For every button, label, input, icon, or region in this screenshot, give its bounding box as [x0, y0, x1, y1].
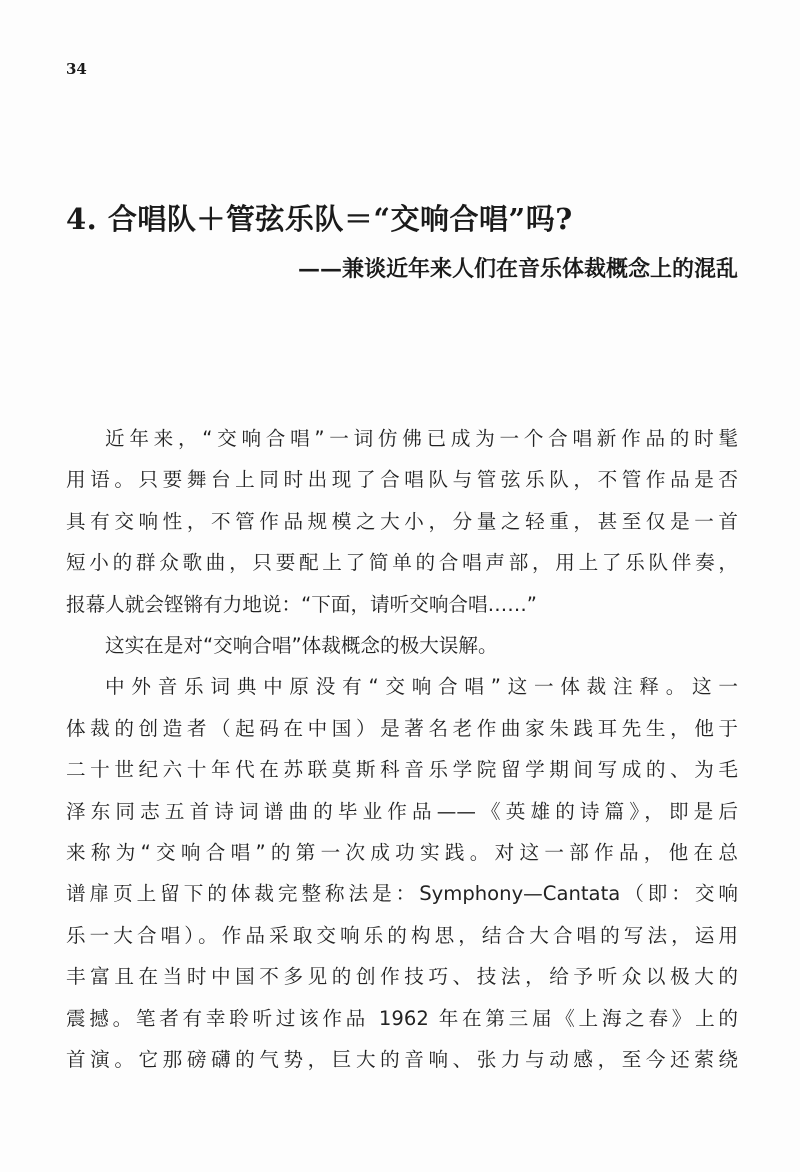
- text-line: 谱扉页上留下的体裁完整称法是：Symphony—Cantata（即：交响: [66, 882, 738, 906]
- paragraph-3: [66, 666, 738, 1080]
- page-number: 34: [66, 60, 87, 78]
- text-line: 丰富且在当时中国不多见的创作技巧、技法，给予听众以极大的: [66, 965, 738, 989]
- text-line: 乐一大合唱）。作品采取交响乐的构思，结合大合唱的写法，运用: [66, 923, 738, 947]
- text-line: 具有交响性，不管作品规模之大小，分量之轻重，甚至仅是一首: [66, 509, 738, 533]
- text-line: 来称为“交响合唱”的第一次成功实践。对这一部作品，他在总: [66, 841, 738, 865]
- text-line: 这实在是对“交响合唱”体裁概念的极大误解。: [105, 634, 498, 658]
- text-line: 短小的群众歌曲，只要配上了简单的合唱声部，用上了乐队伴奏，: [66, 551, 738, 575]
- text-line: 首演。它那磅礴的气势，巨大的音响、张力与动感，至今还萦绕: [66, 1048, 738, 1072]
- text-line: 中外音乐词典中原没有“交响合唱”这一体裁注释。这一: [105, 675, 738, 699]
- text-line: 报幕人就会铿锵有力地说：“下面，请听交响合唱……”: [66, 592, 537, 616]
- chapter-subtitle: ——兼谈近年来人们在音乐体裁概念上的混乱: [297, 256, 738, 282]
- body-text: [66, 418, 738, 1081]
- text-line: 用语。只要舞台上同时出现了合唱队与管弦乐队，不管作品是否: [66, 468, 738, 492]
- text-line: 近年来，“交响合唱”一词仿佛已成为一个合唱新作品的时髦: [105, 427, 738, 450]
- text-line: 震撼。笔者有幸聆听过该作品 1962 年在第三届《上海之春》上的: [66, 1006, 738, 1030]
- text-line: 泽东同志五首诗词谱曲的毕业作品——《英雄的诗篇》，即是后: [66, 799, 738, 823]
- text-line: 体裁的创造者（起码在中国）是著名老作曲家朱践耳先生，他于: [66, 716, 738, 740]
- chapter-title: 4. 合唱队＋管弦乐队＝“交响合唱”吗?: [66, 202, 573, 236]
- paragraph-2: [66, 625, 738, 666]
- paragraph-1: [66, 418, 738, 625]
- text-line: 二十世纪六十年代在苏联莫斯科音乐学院留学期间写成的、为毛: [66, 758, 738, 782]
